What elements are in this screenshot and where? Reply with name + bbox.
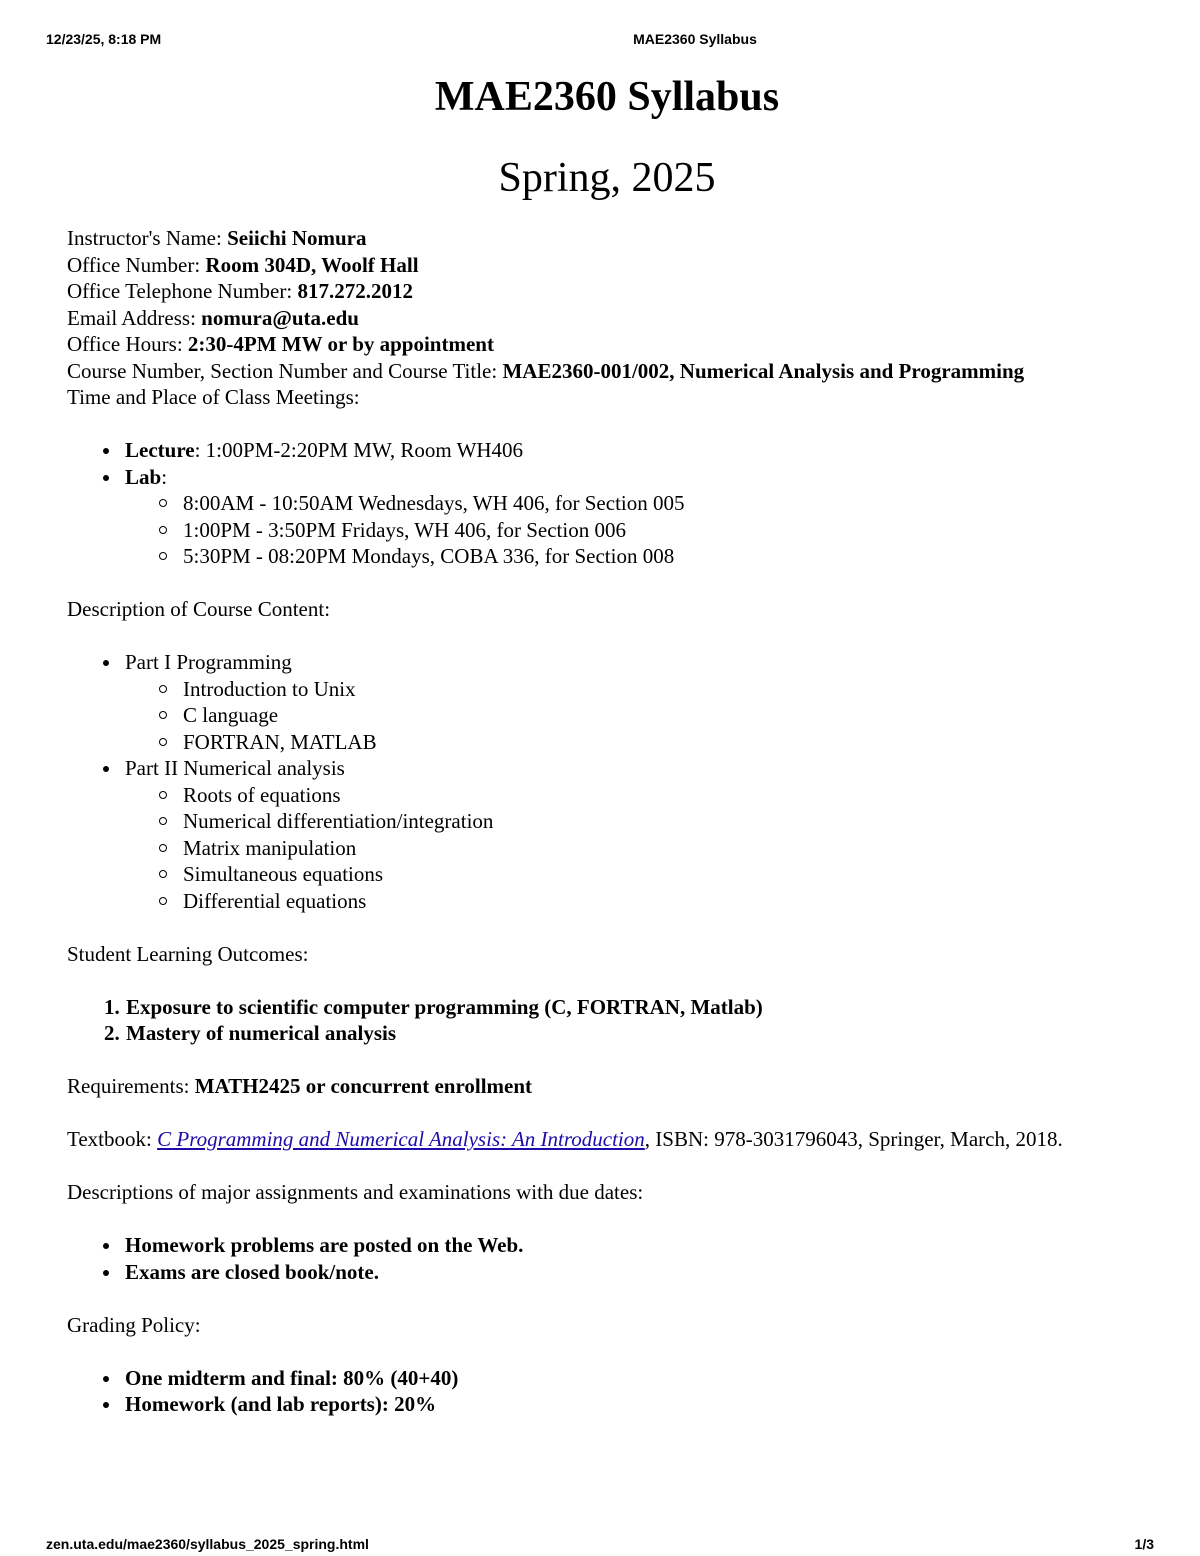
- textbook-details: , ISBN: 978-3031796043, Springer, March, 2018.: [644, 1127, 1063, 1151]
- course-title: MAE2360-001/002, Numerical Analysis and Programming: [502, 358, 1025, 383]
- course-label: Course Number, Section Number and Course Title:: [67, 358, 503, 383]
- outcomes-heading: Student Learning Outcomes:: [67, 941, 309, 966]
- office-number-row: [67, 252, 1147, 279]
- list-item: [159, 543, 1147, 570]
- office-number: Room 304D, Woolf Hall: [205, 252, 419, 277]
- page-title: MAE2360 Syllabus: [434, 74, 780, 120]
- grading-list: [67, 1365, 1147, 1418]
- assignment-text: Homework problems are posted on the Web.: [125, 1233, 524, 1257]
- list-item: [104, 994, 1147, 1021]
- list-item: [159, 808, 1147, 835]
- assignments-list: [67, 1232, 1147, 1285]
- course-content-list: [67, 649, 1147, 914]
- instructor-info: [67, 225, 1147, 411]
- print-page-title: MAE2360 Syllabus: [633, 31, 757, 47]
- part-label: Part I Programming: [125, 650, 292, 674]
- part-label: Part II Numerical analysis: [125, 756, 345, 780]
- bullet-icon: [103, 1243, 109, 1249]
- list-item: [104, 1020, 1147, 1047]
- list-item: [159, 835, 1147, 862]
- item-number: 2.: [104, 1021, 120, 1045]
- office-number-label: Office Number:: [67, 252, 206, 277]
- list-item: [159, 861, 1147, 888]
- requirements-value: MATH2425 or concurrent enrollment: [194, 1074, 533, 1098]
- list-item: [159, 517, 1147, 544]
- print-header: [0, 31, 1200, 51]
- print-page-number: 1/3: [1134, 1536, 1154, 1552]
- email-address: nomura@uta.edu: [201, 305, 359, 330]
- topic: Matrix manipulation: [183, 835, 357, 860]
- grading-heading: Grading Policy:: [67, 1312, 201, 1337]
- email-label: Email Address:: [67, 305, 202, 330]
- circle-bullet-icon: [159, 791, 167, 799]
- item-number: 1.: [104, 994, 120, 1019]
- list-item: [159, 676, 1147, 703]
- bullet-icon: [103, 660, 109, 666]
- office-phone-row: [67, 278, 1147, 305]
- course-content-heading: Description of Course Content:: [67, 597, 331, 621]
- circle-bullet-icon: [159, 897, 167, 905]
- circle-bullet-icon: [159, 526, 167, 534]
- circle-bullet-icon: [159, 738, 167, 746]
- lab-sessions-list: [125, 490, 1147, 570]
- assignment-text: Exams are closed book/note.: [125, 1259, 379, 1284]
- meetings-heading: Time and Place of Class Meetings:: [67, 385, 360, 409]
- list-item: [101, 1365, 1147, 1392]
- grading-text: Homework (and lab reports): 20%: [125, 1392, 437, 1416]
- list-item: [101, 437, 1147, 464]
- list-item: [101, 1232, 1147, 1259]
- textbook-label: Textbook:: [67, 1127, 158, 1151]
- outcome-text: Mastery of numerical analysis: [126, 1021, 397, 1045]
- circle-bullet-icon: [159, 844, 167, 852]
- lab-session: 1:00PM - 3:50PM Fridays, WH 406, for Section 006: [183, 517, 626, 542]
- topic: Roots of equations: [183, 782, 341, 807]
- topic: FORTRAN, MATLAB: [183, 729, 377, 754]
- requirements-label: Requirements:: [67, 1074, 195, 1098]
- email-row: [67, 305, 1147, 332]
- circle-bullet-icon: [159, 870, 167, 878]
- office-phone-label: Office Telephone Number:: [67, 279, 298, 303]
- bullet-icon: [103, 1270, 109, 1276]
- textbook: [67, 1126, 1147, 1153]
- lab-session: 8:00AM - 10:50AM Wednesdays, WH 406, for Section 005: [183, 491, 685, 515]
- print-datetime: 12/23/25, 8:18 PM: [46, 31, 162, 47]
- topic: Introduction to Unix: [183, 676, 356, 701]
- part1-topics: [125, 676, 1147, 756]
- instructor-name: Seiichi Nomura: [227, 226, 367, 250]
- part2-topics: [125, 782, 1147, 915]
- list-item: [101, 464, 1147, 570]
- topic: Numerical differentiation/integration: [183, 809, 494, 833]
- outcomes-list: [67, 994, 1147, 1047]
- course-row: [67, 358, 1147, 385]
- office-hours: 2:30-4PM MW or by appointment: [187, 332, 494, 356]
- office-phone: 817.272.2012: [297, 279, 413, 303]
- list-item: [101, 1259, 1147, 1286]
- page-subtitle: Spring, 2025: [498, 155, 716, 201]
- bullet-icon: [103, 448, 109, 454]
- circle-bullet-icon: [159, 685, 167, 693]
- instructor-name-row: [67, 225, 1147, 252]
- outcome-text: Exposure to scientific computer programming (C, FORTRAN, Matlab): [126, 994, 763, 1019]
- list-item: [159, 729, 1147, 756]
- print-footer: [0, 1536, 1200, 1556]
- list-item: [159, 702, 1147, 729]
- textbook-link[interactable]: C Programming and Numerical Analysis: An Introduction: [157, 1127, 645, 1151]
- assignments-heading: Descriptions of major assignments and examinations with due dates:: [67, 1180, 644, 1204]
- lab-colon: :: [161, 464, 168, 489]
- bullet-icon: [103, 1376, 109, 1382]
- circle-bullet-icon: [159, 711, 167, 719]
- bullet-icon: [103, 1402, 109, 1408]
- topic: C language: [183, 703, 279, 727]
- list-item: [101, 649, 1147, 755]
- grading-text: One midterm and final: 80% (40+40): [125, 1365, 459, 1390]
- meetings-list: [67, 437, 1147, 570]
- requirements: [67, 1073, 1147, 1100]
- lecture-time: : 1:00PM-2:20PM MW, Room WH406: [194, 438, 524, 462]
- list-item: [159, 888, 1147, 915]
- circle-bullet-icon: [159, 552, 167, 560]
- topic: Simultaneous equations: [183, 862, 384, 886]
- list-item: [159, 782, 1147, 809]
- lecture-label: Lecture: [125, 438, 195, 462]
- office-hours-row: [67, 331, 1147, 358]
- bullet-icon: [103, 766, 109, 772]
- instructor-name-label: Instructor's Name:: [67, 226, 228, 250]
- office-hours-label: Office Hours:: [67, 332, 188, 356]
- circle-bullet-icon: [159, 499, 167, 507]
- list-item: [101, 1391, 1147, 1418]
- print-url: zen.uta.edu/mae2360/syllabus_2025_spring.html: [46, 1536, 369, 1552]
- list-item: [159, 490, 1147, 517]
- syllabus-content: [67, 70, 1147, 1418]
- circle-bullet-icon: [159, 817, 167, 825]
- bullet-icon: [103, 475, 109, 481]
- lab-label: Lab: [125, 464, 162, 489]
- lab-session: 5:30PM - 08:20PM Mondays, COBA 336, for Section 008: [183, 544, 675, 568]
- list-item: [101, 755, 1147, 914]
- topic: Differential equations: [183, 888, 367, 913]
